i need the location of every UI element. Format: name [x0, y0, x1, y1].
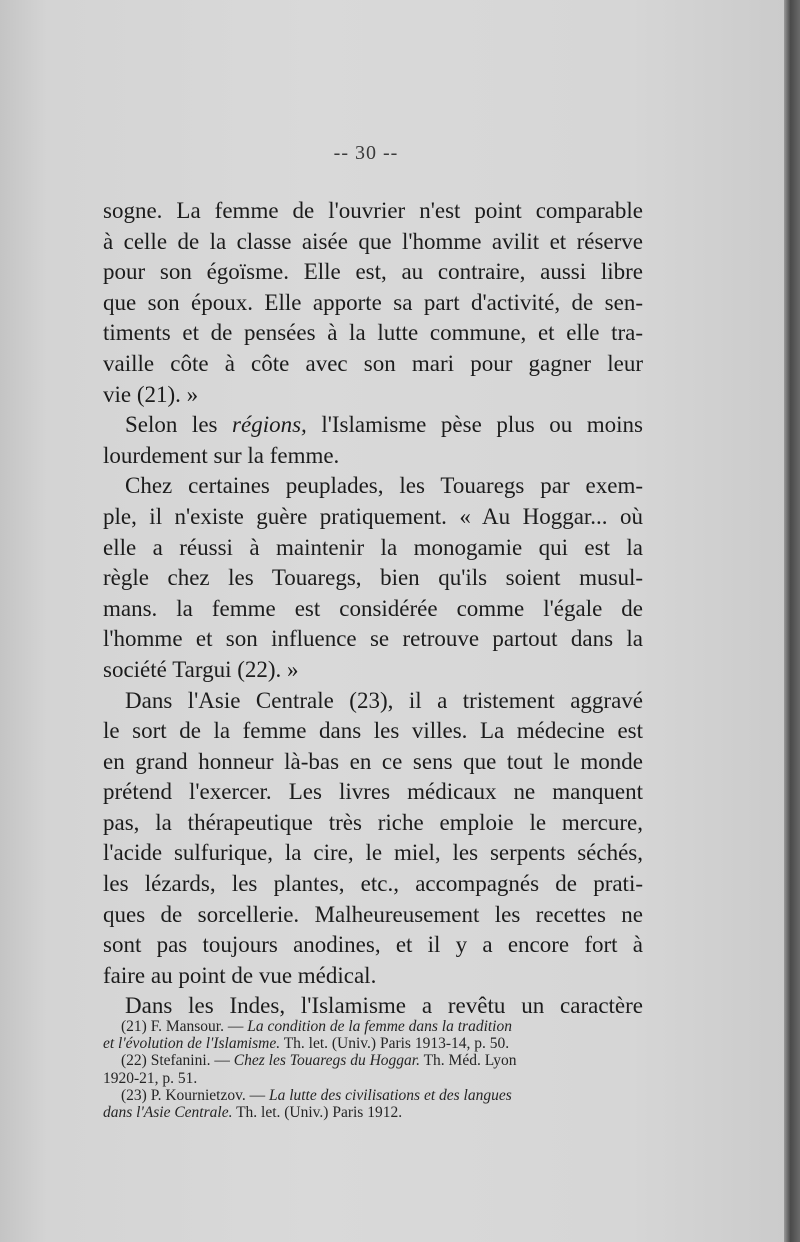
- text-line: timents et de pensées à la lutte commune, et elle tra-: [103, 320, 643, 346]
- text-line: à celle de la classe aisée que l'homme avilit et réserve: [103, 228, 643, 254]
- text-line: prétend l'exercer. Les livres médicaux ne manquent: [103, 779, 643, 805]
- text-line: Dans l'Asie Centrale (23), il a tristement aggravé: [125, 687, 643, 713]
- text-line: ques de sorcellerie. Malheureusement les recettes ne: [103, 901, 643, 927]
- footnote-23-cont: [103, 1104, 643, 1121]
- footnote-title: Chez les Touaregs du Hoggar.: [233, 1052, 420, 1070]
- footnote-text: Th. let. (Univ.) Paris 1913-14, p. 50.: [280, 1035, 510, 1053]
- text-line: le sort de la femme dans les villes. La médecine est: [103, 718, 643, 744]
- footnote-text: (22) Stefanini. —: [121, 1052, 234, 1070]
- text-line: mans. la femme est considérée comme l'égale de: [103, 595, 643, 621]
- text-line: Dans les Indes, l'Islamisme a revêtu un caractère: [125, 993, 643, 1019]
- text-line: lourdement sur la femme.: [103, 442, 340, 468]
- text-line: vie (21). »: [103, 381, 199, 407]
- text-line: société Targui (22). »: [103, 656, 299, 682]
- text-line: Chez certaines peuplades, les Touaregs par exem-: [125, 473, 643, 499]
- text-line: en grand honneur là-bas en ce sens que tout le monde: [103, 748, 643, 774]
- footnote-title: La lutte des civilisations et des langues: [268, 1086, 512, 1104]
- footnote-text: (21) F. Mansour. —: [121, 1018, 248, 1035]
- text-line: que son époux. Elle apporte sa part d'activité, de sen-: [103, 289, 643, 315]
- text-line: sogne. La femme de l'ouvrier n'est point comparable: [103, 198, 643, 223]
- page-number: -- 30 --: [333, 142, 399, 164]
- text-line: l'homme et son influence se retrouve partout dans la: [103, 626, 643, 652]
- footnote-21: [103, 1018, 643, 1035]
- text-line: elle a réussi à maintenir la monogamie qui est la: [103, 534, 643, 560]
- text-line: l'acide sulfurique, la cire, le miel, les serpents séchés,: [103, 840, 643, 866]
- text-line: les lézards, les plantes, etc., accompagnés de prati-: [103, 871, 643, 897]
- text-line: vaille côte à côte avec son mari pour gagner leur: [103, 350, 643, 376]
- footnote-title: dans l'Asie Centrale.: [103, 1104, 233, 1122]
- text-line: ple, il n'existe guère pratiquement. « Au Hoggar... où: [103, 503, 643, 529]
- text-line: [103, 410, 643, 441]
- text-line: faire au point de vue médical.: [103, 962, 377, 988]
- footnote-21-cont: [103, 1035, 643, 1052]
- footnote-text: Th. Méd. Lyon: [419, 1052, 517, 1070]
- text-line: sont pas toujours anodines, et il y a encore fort à: [103, 932, 643, 958]
- footnote-22-cont: 1920-21, p. 51.: [103, 1069, 198, 1087]
- footnote-text: (23) P. Kournietzov. —: [121, 1086, 269, 1104]
- book-spine: [784, 0, 800, 1242]
- footnote-title: La condition de la femme dans la tradition: [247, 1018, 512, 1035]
- footnote-22: [103, 1052, 643, 1069]
- footnote-text: Th. let. (Univ.) Paris 1912.: [232, 1104, 403, 1122]
- text-line: pour son égoïsme. Elle est, au contraire, aussi libre: [103, 259, 643, 285]
- text-run: Selon les: [125, 412, 233, 438]
- emphasis-regions: régions,: [232, 412, 307, 438]
- text-run: l'Islamisme pèse plus ou moins: [306, 412, 643, 438]
- footnotes: [103, 1018, 643, 1121]
- body-text: [103, 196, 643, 1022]
- text-line: pas, la thérapeutique très riche emploie le mercure,: [103, 809, 643, 835]
- footnote-title: et l'évolution de l'Islamisme.: [103, 1035, 281, 1053]
- footnote-23: [103, 1087, 643, 1104]
- text-line: règle chez les Touaregs, bien qu'ils soient musul-: [103, 565, 643, 591]
